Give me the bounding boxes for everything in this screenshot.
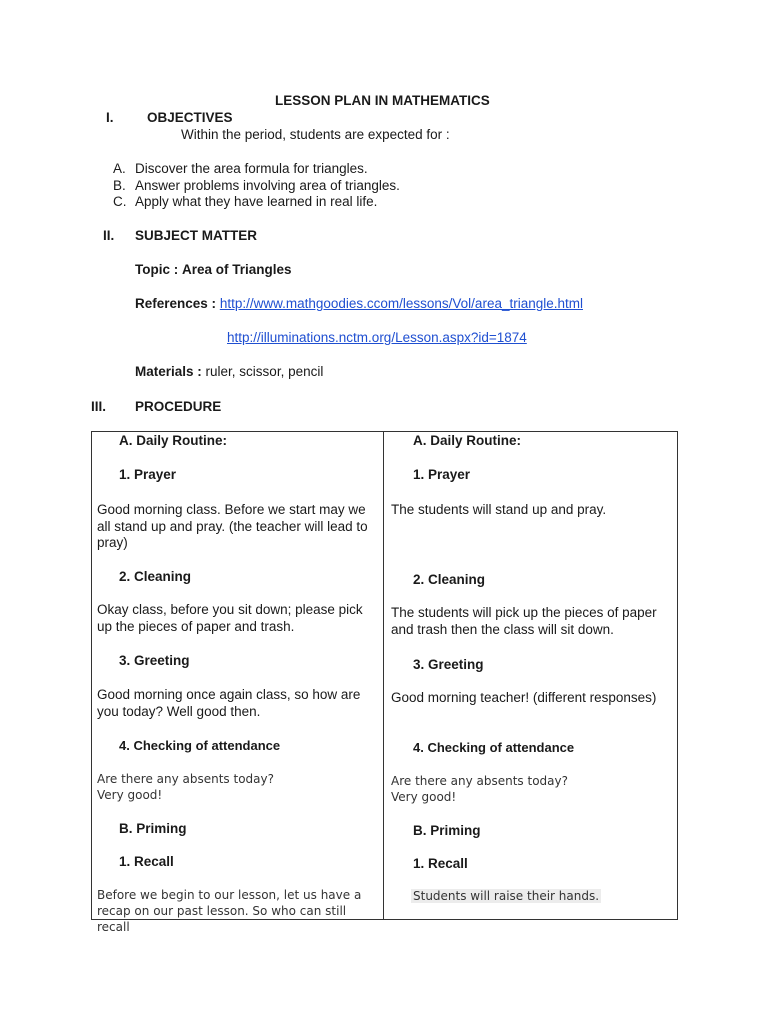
left-cleaning-text: Okay class, before you sit down; please pick up the pieces of paper and trash. (97, 602, 363, 634)
procedure-table-divider (383, 431, 384, 920)
subject-matter-heading: SUBJECT MATTER (135, 228, 258, 243)
right-recall-text-wrap (411, 888, 601, 904)
topic-value: Area of Triangles (182, 262, 292, 277)
document-title: LESSON PLAN IN MATHEMATICS (275, 93, 490, 108)
right-cleaning-text: The students will pick up the pieces of paper and trash then the class will sit down. (391, 605, 657, 637)
references-label: References : (135, 296, 217, 311)
right-recall-heading: 1. Recall (413, 856, 468, 871)
left-recall-text: Before we begin to our lesson, let us have a recap on our past lesson. So who can still recall (97, 888, 362, 934)
objective-item-b: Answer problems involving area of triangles. (135, 178, 400, 193)
topic-line (135, 262, 292, 277)
objective-letter-a: A. (113, 161, 126, 176)
references-line (135, 296, 583, 311)
objectives-numeral: I. (106, 110, 114, 125)
right-attendance-heading: 4. Checking of attendance (413, 740, 575, 755)
objective-item-c: Apply what they have learned in real life. (135, 194, 378, 209)
right-attendance-reply: Very good! (391, 790, 457, 804)
left-daily-routine-heading: A. Daily Routine: (119, 433, 228, 448)
left-prayer-text: Good morning class. Before we start may we all stand up and pray. (the teacher will lead to pray) (97, 502, 368, 550)
materials-value: ruler, scissor, pencil (205, 364, 324, 379)
right-daily-routine-heading: A. Daily Routine: (413, 433, 522, 448)
left-attendance-question: Are there any absents today? (97, 772, 274, 786)
reference-link-mathgoodies[interactable]: http://www.mathgoodies.ccom/lessons/Vol/area_triangle.html (219, 296, 583, 311)
right-prayer-text: The students will stand up and pray. (391, 502, 607, 517)
procedure-numeral: III. (91, 399, 107, 414)
right-recall-text: Students will raise their hands. (413, 889, 600, 903)
subject-matter-numeral: II. (103, 228, 115, 243)
reference-link-illuminations[interactable]: http://illuminations.nctm.org/Lesson.aspx?id=1874 (227, 330, 527, 345)
objective-letter-b: B. (113, 178, 126, 193)
objectives-heading: OBJECTIVES (147, 110, 233, 125)
topic-label: Topic : (135, 262, 179, 277)
left-attendance-heading: 4. Checking of attendance (119, 738, 281, 753)
right-greeting-text: Good morning teacher! (different responses) (391, 690, 657, 705)
left-recall-heading: 1. Recall (119, 854, 174, 869)
right-cleaning-heading: 2. Cleaning (413, 572, 486, 587)
objectives-intro: Within the period, students are expected for : (181, 127, 450, 142)
left-prayer-heading: 1. Prayer (119, 467, 177, 482)
right-greeting-heading: 3. Greeting (413, 657, 484, 672)
materials-label: Materials : (135, 364, 202, 379)
left-greeting-heading: 3. Greeting (119, 653, 190, 668)
right-prayer-heading: 1. Prayer (413, 467, 471, 482)
left-attendance-reply: Very good! (97, 788, 163, 802)
procedure-heading: PROCEDURE (135, 399, 222, 414)
left-cleaning-heading: 2. Cleaning (119, 569, 192, 584)
objective-letter-c: C. (113, 194, 127, 209)
materials-line (135, 364, 323, 379)
left-greeting-text: Good morning once again class, so how are you today? Well good then. (97, 687, 361, 719)
left-priming-heading: B. Priming (119, 821, 187, 836)
objective-item-a: Discover the area formula for triangles. (135, 161, 368, 176)
right-priming-heading: B. Priming (413, 823, 481, 838)
right-attendance-question: Are there any absents today? (391, 774, 568, 788)
